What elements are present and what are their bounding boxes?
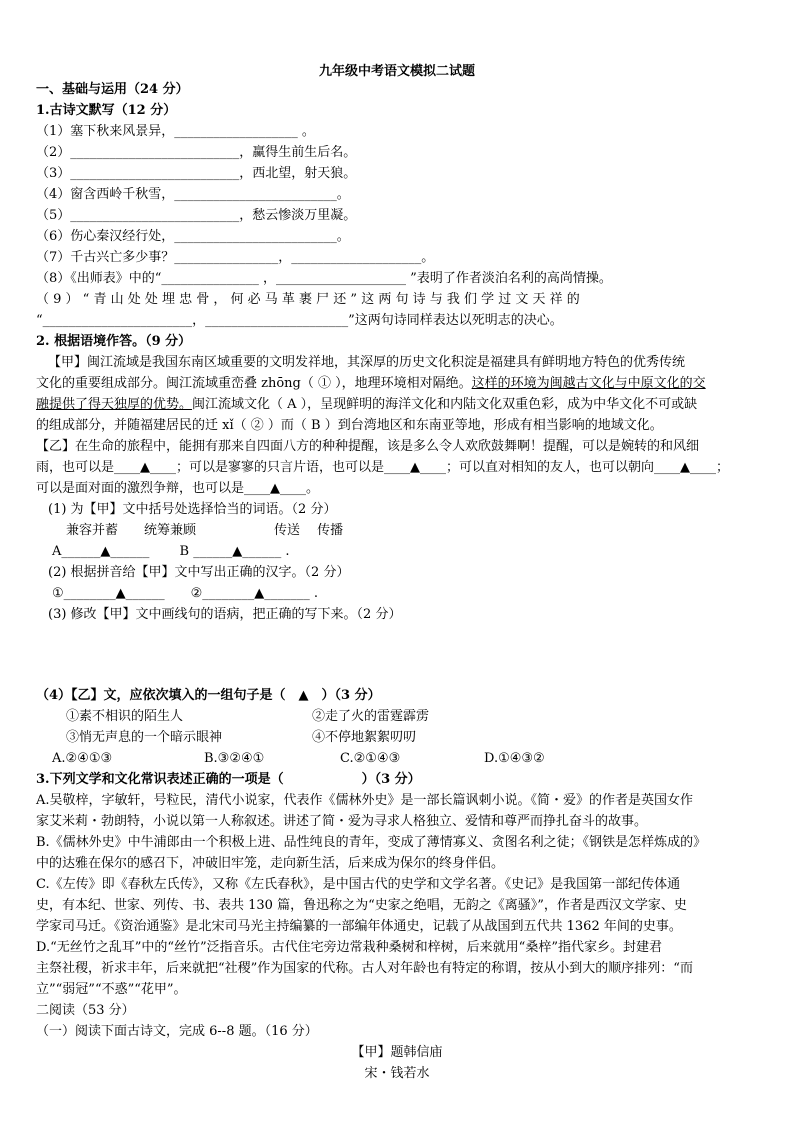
- q1-line: “_______________________，______________________”这两句诗同样表达以死明志的决心。: [36, 313, 563, 328]
- poem-author: 宋・钱若水: [364, 1066, 430, 1081]
- passage-a-line: [36, 374, 758, 393]
- q3-line: 中的达雅在保尔的感召下，冲破旧牢笼，走向新生活，后来成为保尔的终身伴侣。: [36, 856, 505, 871]
- section-heading: 二阅读（53 分）: [36, 1003, 135, 1018]
- q1-line: （1）塞下秋来风景异，___________________ 。: [36, 124, 315, 139]
- passage-a-line: [36, 395, 758, 414]
- choice: D.①④③②: [484, 751, 545, 766]
- question-2-heading: 2. 根据语境作答。（9 分）: [36, 334, 192, 349]
- subquestion-1: (1) 为【甲】文中括号处选择恰当的词语。（2 分）: [48, 502, 337, 517]
- passage-a-text: 文化的重要组成部分。闽江流域重峦叠 zhōng（ ① ），地理环境相对隔绝。: [36, 376, 472, 391]
- q3-line: C.《左传》即《春秋左氏传》，又称《左氏春秋》，是中国古代的史学和文学名著。《史记》是我国第一部纪传体通: [36, 877, 681, 892]
- answer-blanks-ab: A______▲______ B ______▲______ .: [52, 544, 290, 559]
- q3-line: D.“无丝竹之乱耳”中的“丝竹”泛指音乐。古代住宅旁边常栽种桑树和梓树，后来就用“桑梓”指代家乡。封建君: [36, 940, 662, 955]
- choice: C.②①④③: [340, 751, 401, 766]
- page-title: 九年级中考语文模拟二试题: [318, 64, 475, 79]
- passage-a-text: 闽江流域文化（ A ），呈现鲜明的海洋文化和内陆文化双重色彩，成为中华文化不可或缺: [192, 397, 698, 412]
- passage-b-line: 【乙】在生命的旅程中，能拥有那来自四面八方的种种提醒，该是多么令人欢欣鼓舞啊！提醒，可以是婉转的和风细: [36, 439, 700, 454]
- q3-line: 主祭社稷，祈求丰年，后来就把“社稷”作为国家的代称。古人对年龄也有特定的称谓，按从小到大的顺序排列：“而: [36, 961, 693, 976]
- option-item: ①素不相识的陌生人: [66, 709, 184, 724]
- question-1-heading: 1.古诗文默写（12 分）: [36, 103, 177, 118]
- option-item: ②走了火的雷霆霹雳: [312, 709, 430, 724]
- poem-title: 【甲】题韩信庙: [351, 1045, 443, 1060]
- subquestion-3: (3) 修改【甲】文中画线句的语病，把正确的写下来。（2 分）: [48, 607, 402, 622]
- section-heading: 一、基础与运用（24 分）: [36, 82, 189, 97]
- q3-line: 史，有本纪、世家、列传、书、表共 130 篇，鲁迅称之为“史家之绝唱，无韵之《离骚》”，作者是西汉文学家、史: [36, 898, 687, 913]
- subquestion-4: （4）【乙】文，应依次填入的一组句子是（ ▲ ）（3 分）: [36, 688, 381, 703]
- q3-line: A.吴敬梓，字敏轩，号粒民，清代小说家，代表作《儒林外史》是一部长篇讽刺小说。《简・爱》的作者是英国女作: [36, 793, 694, 808]
- q1-line: （5）__________________________，愁云惨淡万里凝。: [36, 208, 357, 223]
- passage-a-line: 的组成部分，并随福建居民的迁 xǐ（ ② ）而（ B ）到台湾地区和东南亚等地，形成有相当影响的地域文化。: [36, 418, 663, 433]
- underlined-sentence: 融提供了得天独厚的优势。: [36, 397, 193, 412]
- q1-line: （7）千古兴亡多少事？________________，____________________。: [36, 250, 435, 265]
- passage-a-line: 【甲】闽江流域是我国东南区域重要的文明发祥地，其深厚的历史文化积淀是福建具有鲜明地方特色的优秀传统: [48, 355, 686, 370]
- reading-instruction: （一）阅读下面古诗文，完成 6--8 题。（16 分）: [36, 1024, 318, 1039]
- q1-line: （8）《出师表》中的“_______________ ，____________________ ”表明了作者淡泊名利的高尚情操。: [36, 271, 612, 286]
- q3-line: 立”“弱冠”“不惑”“花甲”。: [36, 982, 187, 997]
- answer-blanks-12: ①________▲______ ②________▲_______ .: [52, 586, 319, 601]
- q1-line: （3）__________________________，西北望，射天狼。: [36, 166, 357, 181]
- word-options: 兼容并蓄 统筹兼顾 传送 传播: [66, 523, 344, 538]
- passage-b-line: 可以是面对面的激烈争辩，也可以是____▲____。: [36, 481, 319, 496]
- q1-line: （ 9 ） “ 青 山 处 处 埋 忠 骨 ， 何 必 马 革 裹 尸 还 ” 这 两 句 诗 与 我 们 学 过 文 天 祥 的: [36, 292, 580, 307]
- q1-line: （4）窗含西岭千秋雪，_________________________。: [36, 187, 350, 202]
- choice: B.③②④①: [204, 751, 265, 766]
- passage-b-line: 雨，也可以是____▲____；可以是寥寥的只言片语，也可以是____▲____；可以直对相知的友人，也可以朝向____▲____；: [36, 460, 729, 475]
- choice: A.②④①③: [52, 751, 113, 766]
- underlined-sentence: 这样的环境为闽越古文化与中原文化的交: [471, 376, 706, 391]
- option-item: ③悄无声息的一个暗示眼神: [66, 730, 223, 745]
- option-item: ④不停地絮絮叨叨: [312, 730, 417, 745]
- question-3-heading: 3.下列文学和文化常识表述正确的一项是（ ）（3 分）: [36, 772, 421, 787]
- q1-line: （2）__________________________，赢得生前生后名。: [36, 145, 357, 160]
- q3-line: 学家司马迁。《资治通鉴》是北宋司马光主持编纂的一部编年体通史，记载了从战国到五代共 1362 年间的史事。: [36, 919, 682, 934]
- q1-line: （6）伤心秦汉经行处，_________________________。: [36, 229, 350, 244]
- subquestion-2: (2) 根据拼音给【甲】文中写出正确的汉字。（2 分）: [48, 565, 350, 580]
- q3-line: 家艾米莉・勃朗特，小说以第一人称叙述。讲述了简・爱为寻求人格独立、爱情和尊严而挣扎奋斗的故事。: [36, 814, 648, 829]
- q3-line: B.《儒林外史》中牛浦郎由一个积极上进、品性纯良的青年，变成了薄情寡义、贪图名利之徒；《钢铁是怎样炼成的》: [36, 835, 707, 850]
